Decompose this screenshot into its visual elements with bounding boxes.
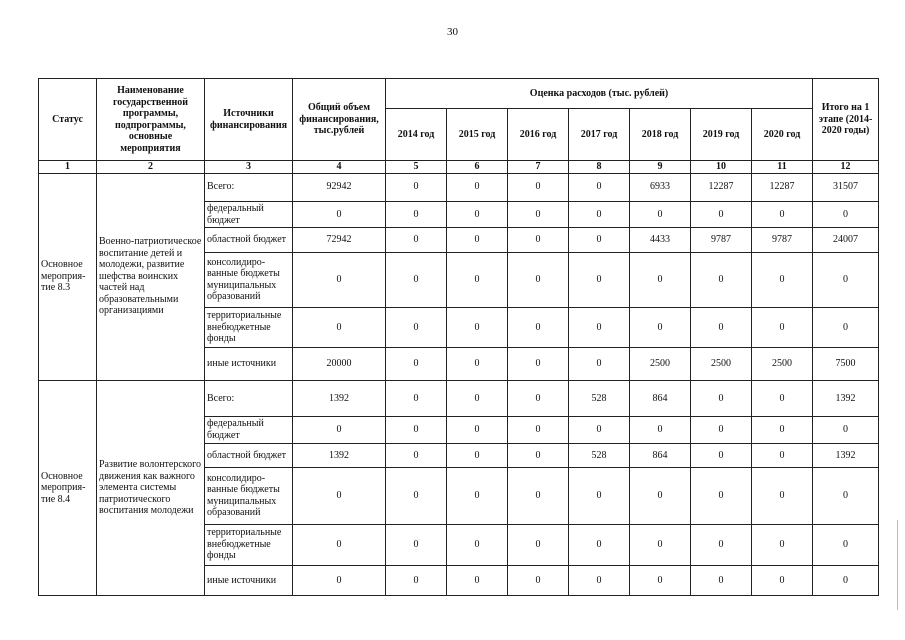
value-cell: 0 <box>691 307 752 348</box>
value-cell: 0 <box>293 252 386 307</box>
value-cell: 0 <box>569 307 630 348</box>
value-cell: 0 <box>447 565 508 595</box>
source-cell: Всего: <box>205 380 293 417</box>
status-cell: Основное мероприя-тие 8.3 <box>39 173 97 380</box>
column-number: 12 <box>813 161 879 174</box>
value-cell: 0 <box>293 307 386 348</box>
column-number: 6 <box>447 161 508 174</box>
status-cell: Основное мероприя-тие 8.4 <box>39 380 97 595</box>
value-cell: 0 <box>569 348 630 381</box>
value-cell: 0 <box>508 565 569 595</box>
source-cell: иные источники <box>205 348 293 381</box>
value-cell: 0 <box>508 173 569 201</box>
value-cell: 24007 <box>813 228 879 252</box>
column-number: 9 <box>630 161 691 174</box>
value-cell: 0 <box>569 201 630 227</box>
value-cell: 0 <box>386 417 447 443</box>
value-cell: 0 <box>569 565 630 595</box>
value-cell: 0 <box>813 252 879 307</box>
value-cell: 0 <box>630 565 691 595</box>
source-cell: территориальные внебюджетные фонды <box>205 307 293 348</box>
value-cell: 0 <box>630 524 691 565</box>
value-cell: 0 <box>386 443 447 467</box>
source-cell: федеральный бюджет <box>205 201 293 227</box>
table-header <box>39 79 879 174</box>
page-number: 30 <box>447 26 458 38</box>
value-cell: 0 <box>293 565 386 595</box>
value-cell: 0 <box>752 565 813 595</box>
value-cell: 31507 <box>813 173 879 201</box>
column-number: 8 <box>569 161 630 174</box>
value-cell: 0 <box>508 443 569 467</box>
header-year: 2015 год <box>447 109 508 161</box>
value-cell: 528 <box>569 380 630 417</box>
value-cell: 0 <box>691 417 752 443</box>
value-cell: 0 <box>447 443 508 467</box>
table-row <box>39 380 879 417</box>
value-cell: 0 <box>569 252 630 307</box>
value-cell: 0 <box>447 173 508 201</box>
value-cell: 0 <box>386 252 447 307</box>
value-cell: 9787 <box>752 228 813 252</box>
source-cell: Всего: <box>205 173 293 201</box>
value-cell: 2500 <box>630 348 691 381</box>
value-cell: 0 <box>630 417 691 443</box>
header-stage-total: Итого на 1 этапе (2014-2020 годы) <box>813 79 879 161</box>
table-row <box>39 173 879 201</box>
value-cell: 0 <box>386 565 447 595</box>
value-cell: 0 <box>386 307 447 348</box>
column-number: 10 <box>691 161 752 174</box>
value-cell: 0 <box>752 524 813 565</box>
header-year: 2016 год <box>508 109 569 161</box>
column-number: 5 <box>386 161 447 174</box>
value-cell: 0 <box>569 468 630 525</box>
value-cell: 0 <box>569 228 630 252</box>
value-cell: 864 <box>630 443 691 467</box>
value-cell: 0 <box>508 468 569 525</box>
value-cell: 4433 <box>630 228 691 252</box>
value-cell: 0 <box>752 380 813 417</box>
value-cell: 0 <box>293 201 386 227</box>
value-cell: 0 <box>691 468 752 525</box>
value-cell: 0 <box>691 380 752 417</box>
value-cell: 0 <box>293 468 386 525</box>
value-cell: 0 <box>752 252 813 307</box>
header-year: 2020 год <box>752 109 813 161</box>
value-cell: 0 <box>447 417 508 443</box>
value-cell: 0 <box>447 348 508 381</box>
value-cell: 92942 <box>293 173 386 201</box>
value-cell: 0 <box>752 417 813 443</box>
value-cell: 9787 <box>691 228 752 252</box>
value-cell: 0 <box>386 468 447 525</box>
scan-edge-mark <box>897 520 898 610</box>
value-cell: 0 <box>386 380 447 417</box>
value-cell: 0 <box>508 348 569 381</box>
value-cell: 0 <box>630 307 691 348</box>
value-cell: 0 <box>691 565 752 595</box>
value-cell: 20000 <box>293 348 386 381</box>
value-cell: 0 <box>508 201 569 227</box>
header-status: Статус <box>39 79 97 161</box>
value-cell: 0 <box>630 201 691 227</box>
measure-name-cell: Развитие волонтерского движения как важного элемента системы патриотического воспитания молодежи <box>97 380 205 595</box>
value-cell: 0 <box>691 524 752 565</box>
source-cell: областной бюджет <box>205 443 293 467</box>
value-cell: 528 <box>569 443 630 467</box>
header-year: 2018 год <box>630 109 691 161</box>
value-cell: 0 <box>508 380 569 417</box>
value-cell: 0 <box>691 252 752 307</box>
value-cell: 6933 <box>630 173 691 201</box>
header-year: 2019 год <box>691 109 752 161</box>
value-cell: 0 <box>508 524 569 565</box>
column-number: 7 <box>508 161 569 174</box>
column-numbers-row <box>39 161 879 174</box>
value-cell: 0 <box>813 417 879 443</box>
header-year: 2014 год <box>386 109 447 161</box>
value-cell: 12287 <box>691 173 752 201</box>
value-cell: 0 <box>447 201 508 227</box>
value-cell: 12287 <box>752 173 813 201</box>
header-name: Наименование государственной программы, подпрограммы, основные мероприятия <box>97 79 205 161</box>
value-cell: 0 <box>752 201 813 227</box>
value-cell: 1392 <box>293 443 386 467</box>
value-cell: 0 <box>813 201 879 227</box>
value-cell: 864 <box>630 380 691 417</box>
value-cell: 0 <box>630 468 691 525</box>
value-cell: 0 <box>813 307 879 348</box>
column-number: 11 <box>752 161 813 174</box>
value-cell: 2500 <box>752 348 813 381</box>
value-cell: 0 <box>386 524 447 565</box>
value-cell: 1392 <box>293 380 386 417</box>
value-cell: 0 <box>386 201 447 227</box>
column-number: 1 <box>39 161 97 174</box>
value-cell: 0 <box>447 468 508 525</box>
value-cell: 0 <box>508 307 569 348</box>
value-cell: 1392 <box>813 443 879 467</box>
source-cell: территориальные внебюджетные фонды <box>205 524 293 565</box>
value-cell: 0 <box>813 468 879 525</box>
value-cell: 0 <box>569 524 630 565</box>
column-number: 2 <box>97 161 205 174</box>
header-total-volume: Общий объем финансирования, тыс.рублей <box>293 79 386 161</box>
column-number: 3 <box>205 161 293 174</box>
measure-name-cell: Военно-патриотическое воспитание детей и молодежи, развитие шефства воинских частей над образовательными организациями <box>97 173 205 380</box>
value-cell: 0 <box>813 565 879 595</box>
header-year: 2017 год <box>569 109 630 161</box>
value-cell: 0 <box>508 252 569 307</box>
value-cell: 0 <box>508 228 569 252</box>
source-cell: иные источники <box>205 565 293 595</box>
value-cell: 0 <box>447 228 508 252</box>
source-cell: консолидиро-ванные бюджеты муниципальных образований <box>205 252 293 307</box>
table-body <box>39 173 879 596</box>
source-cell: федеральный бюджет <box>205 417 293 443</box>
value-cell: 0 <box>569 417 630 443</box>
header-sources: Источники финансирования <box>205 79 293 161</box>
value-cell: 0 <box>569 173 630 201</box>
value-cell: 1392 <box>813 380 879 417</box>
value-cell: 0 <box>386 173 447 201</box>
source-cell: консолидиро-ванные бюджеты муниципальных образований <box>205 468 293 525</box>
source-cell: областной бюджет <box>205 228 293 252</box>
value-cell: 0 <box>386 348 447 381</box>
value-cell: 0 <box>386 228 447 252</box>
column-number: 4 <box>293 161 386 174</box>
budget-table <box>38 78 879 596</box>
value-cell: 0 <box>293 524 386 565</box>
value-cell: 0 <box>630 252 691 307</box>
value-cell: 0 <box>508 417 569 443</box>
value-cell: 2500 <box>691 348 752 381</box>
value-cell: 0 <box>691 443 752 467</box>
value-cell: 0 <box>447 524 508 565</box>
value-cell: 0 <box>293 417 386 443</box>
value-cell: 7500 <box>813 348 879 381</box>
value-cell: 0 <box>813 524 879 565</box>
value-cell: 0 <box>691 201 752 227</box>
value-cell: 0 <box>447 380 508 417</box>
value-cell: 0 <box>752 307 813 348</box>
value-cell: 0 <box>447 307 508 348</box>
value-cell: 0 <box>752 468 813 525</box>
value-cell: 0 <box>752 443 813 467</box>
value-cell: 72942 <box>293 228 386 252</box>
header-estimate: Оценка расходов (тыс. рублей) <box>386 79 813 109</box>
value-cell: 0 <box>447 252 508 307</box>
